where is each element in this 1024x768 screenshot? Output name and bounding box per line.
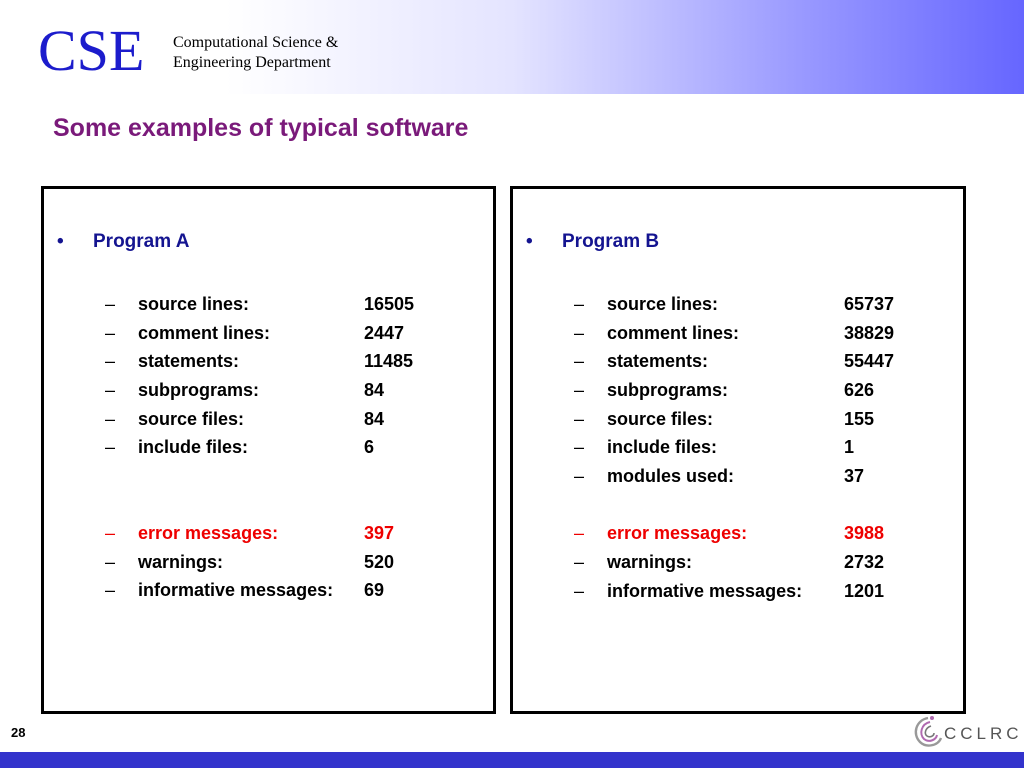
- stat-row: [574, 376, 894, 405]
- stat-label: subprograms:: [138, 379, 260, 400]
- stat-label: error messages:: [607, 523, 748, 544]
- dash-icon: –: [574, 437, 585, 458]
- stat-value: 397: [364, 522, 395, 543]
- stat-value: 16505: [364, 293, 415, 314]
- dash-icon: –: [105, 322, 116, 343]
- stat-value: 155: [844, 408, 875, 429]
- error-row: [105, 519, 414, 548]
- stat-row: [105, 290, 414, 319]
- stat-value: 37: [844, 465, 865, 486]
- program-b-stats: [574, 290, 894, 606]
- stat-value: 38829: [844, 322, 895, 343]
- program-b-panel: [510, 186, 966, 714]
- stat-label: source lines:: [607, 293, 719, 314]
- spacer: [105, 462, 414, 519]
- stat-value: 1201: [844, 580, 885, 601]
- stat-row: [574, 462, 894, 491]
- dash-icon: –: [105, 293, 116, 314]
- stat-row: [105, 319, 414, 348]
- cclrc-swirl-icon: [908, 712, 948, 752]
- stat-row: [105, 347, 414, 376]
- dash-icon: –: [105, 379, 116, 400]
- stat-label: include files:: [607, 437, 718, 458]
- spacer: [574, 491, 894, 520]
- stat-label: error messages:: [138, 522, 279, 543]
- dash-icon: –: [105, 522, 116, 543]
- program-a-heading: [57, 231, 189, 253]
- dash-icon: –: [574, 465, 585, 486]
- stat-row: [105, 577, 414, 606]
- stat-value: 11485: [364, 351, 414, 372]
- cclrc-text: CCLRC: [944, 724, 1023, 743]
- stat-row: [574, 290, 894, 319]
- stat-label: informative messages:: [607, 580, 803, 601]
- stat-label: include files:: [138, 437, 249, 458]
- dash-icon: –: [105, 580, 116, 601]
- dash-icon: –: [574, 293, 585, 314]
- cse-logo: CSE: [38, 18, 145, 83]
- dash-icon: –: [574, 322, 585, 343]
- stat-value: 55447: [844, 351, 895, 372]
- stat-label: comment lines:: [607, 322, 740, 343]
- stat-value: 6: [364, 437, 375, 458]
- stat-value: 2732: [844, 552, 885, 573]
- department-line-2: Engineering Department: [173, 54, 331, 71]
- stat-label: source files:: [607, 408, 714, 429]
- program-a-title: Program A: [93, 231, 190, 252]
- program-a-stats: [105, 290, 414, 605]
- stat-row: [105, 548, 414, 577]
- dash-icon: –: [574, 351, 585, 372]
- stat-value: 626: [844, 379, 875, 400]
- department-name: [173, 33, 338, 73]
- dash-icon: –: [574, 580, 585, 601]
- dash-icon: –: [105, 351, 116, 372]
- header-banner: [0, 0, 1024, 94]
- stat-value: 84: [364, 408, 385, 429]
- program-b-title: Program B: [562, 231, 660, 252]
- department-line-1: Computational Science &: [173, 34, 339, 51]
- stat-label: warnings:: [607, 552, 693, 573]
- footer-bar: [0, 752, 1024, 768]
- stat-row: [574, 405, 894, 434]
- stat-value: 84: [364, 379, 385, 400]
- stat-label: source files:: [138, 408, 245, 429]
- stat-label: source lines:: [138, 293, 250, 314]
- stat-row: [105, 405, 414, 434]
- stat-row: [574, 347, 894, 376]
- stat-value: 65737: [844, 293, 895, 314]
- stat-label: statements:: [607, 351, 709, 372]
- stat-value: 69: [364, 580, 385, 601]
- slide-title: Some examples of typical software: [53, 114, 469, 142]
- stat-label: comment lines:: [138, 322, 271, 343]
- stat-row: [105, 433, 414, 462]
- stat-row: [105, 376, 414, 405]
- stat-value: 1: [844, 437, 855, 458]
- dash-icon: –: [105, 551, 116, 572]
- stat-label: statements:: [138, 351, 240, 372]
- bullet-icon: •: [526, 231, 533, 252]
- dash-icon: –: [574, 408, 585, 429]
- stat-value: 520: [364, 551, 395, 572]
- error-row: [574, 520, 894, 549]
- program-b-heading: [526, 231, 659, 253]
- stat-label: subprograms:: [607, 379, 729, 400]
- page-number: 28: [11, 725, 26, 740]
- dash-icon: –: [574, 552, 585, 573]
- stat-row: [574, 319, 894, 348]
- dash-icon: –: [574, 379, 585, 400]
- bullet-icon: •: [57, 231, 64, 252]
- program-a-panel: [41, 186, 496, 714]
- stat-row: [574, 548, 894, 577]
- stat-label: modules used:: [607, 465, 735, 486]
- stat-value: 2447: [364, 322, 405, 343]
- stat-row: [574, 577, 894, 606]
- cclrc-logo: [906, 712, 1021, 752]
- dash-icon: –: [574, 523, 585, 544]
- dash-icon: –: [105, 437, 116, 458]
- stat-label: warnings:: [138, 551, 224, 572]
- dash-icon: –: [105, 408, 116, 429]
- stat-value: 3988: [844, 523, 885, 544]
- stat-label: informative messages:: [138, 580, 334, 601]
- stat-row: [574, 433, 894, 462]
